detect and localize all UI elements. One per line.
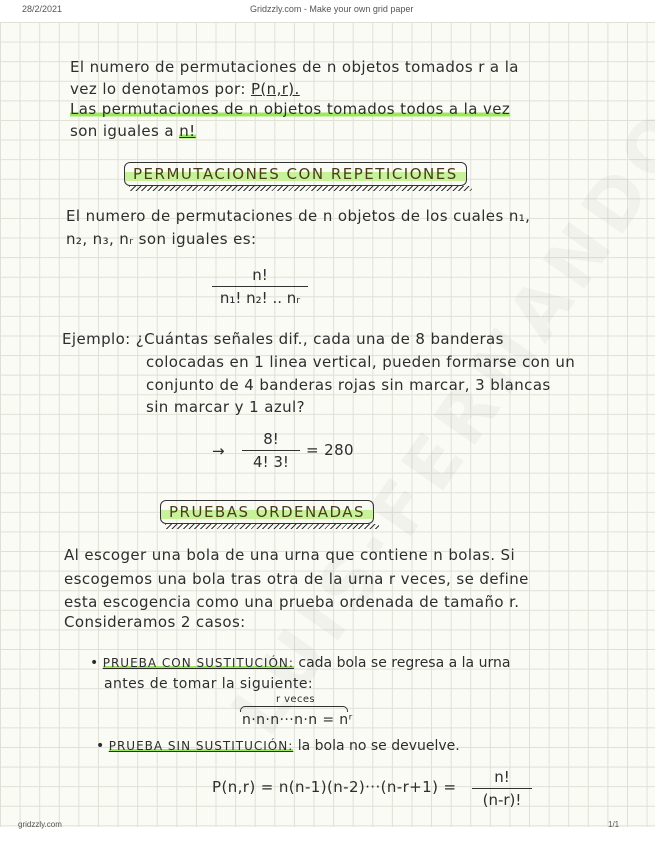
example-line-3: conjunto de 4 banderas rojas sin marcar, 3 blancas <box>146 376 551 394</box>
case-1-label: PRUEBA CON SUSTITUCIÓN: <box>102 656 294 670</box>
section2-line-1: Al escoger una bola de una urna que contiene n bolas. Si <box>64 546 516 564</box>
section1-line-1: El numero de permutaciones de n objetos de los cuales n₁, <box>66 207 531 225</box>
case-2 <box>96 738 460 754</box>
intro-line-4 <box>70 122 196 140</box>
section2-line-2: escogemos una bola tras otra de la urna r veces, se define <box>64 570 529 588</box>
formula-numerator: n! <box>212 266 308 287</box>
section-title-permutaciones: PERMUTACIONES CON REPETICIONES <box>124 162 467 186</box>
section-title-pruebas: PRUEBAS ORDENADAS <box>160 500 374 524</box>
formula-repetitions <box>212 266 308 307</box>
example-line-4: sin marcar y 1 azul? <box>146 398 305 416</box>
example-line-1: Ejemplo: ¿Cuántas señales dif., cada una de 8 banderas <box>62 330 504 348</box>
case-1-text: cada bola se regresa a la urna <box>293 655 511 671</box>
bullet-icon: • <box>90 655 99 671</box>
page-number: 1/1 <box>608 820 620 829</box>
section1-line-2: n₂, n₃, nᵣ son iguales es: <box>66 230 257 248</box>
example-numerator: 8! <box>242 430 300 451</box>
intro-line-3: Las permutaciones de n objetos tomados todos a la vez <box>70 100 511 118</box>
print-header: Gridzzly.com - Make your own grid paper <box>250 4 414 14</box>
case-1-overbrace-label: r veces <box>276 694 316 705</box>
case-2-text: la bola no se devuelve. <box>293 738 460 754</box>
intro-line-2-text: vez lo denotamos por: <box>70 80 251 98</box>
notation-pnr: P(n,r). <box>250 80 300 98</box>
example-fraction <box>242 430 300 471</box>
case-1-line-2: antes de tomar la siguiente: <box>104 676 313 692</box>
case-2-denominator: (n-r)! <box>482 791 522 809</box>
intro-line-1: El numero de permutaciones de n objetos tomados r a la <box>70 58 519 76</box>
example-result: = 280 <box>306 441 354 459</box>
case-2-numerator: n! <box>472 768 532 789</box>
case-2-label: PRUEBA SIN SUSTITUCIÓN: <box>108 739 294 753</box>
section2-line-3: esta escogencia como una prueba ordenada de tamaño r. <box>64 593 520 611</box>
example-line-2: colocadas en 1 linea vertical, pueden formarse con un <box>146 353 576 371</box>
section2-line-4: Consideramos 2 casos: <box>64 613 246 631</box>
bullet-icon: • <box>96 738 105 754</box>
example-denominator: 4! 3! <box>253 453 289 471</box>
formula-denominator: n₁! n₂! .. nᵣ <box>219 289 301 307</box>
print-date: 28/2/2021 <box>22 4 63 14</box>
case-2-fraction <box>472 768 532 809</box>
footer-site: gridzzly.com <box>18 820 62 829</box>
case-2-formula: P(n,r) = n(n-1)(n-2)···(n-r+1) = <box>212 778 457 796</box>
intro-line-2 <box>70 80 300 98</box>
case-1 <box>90 655 510 671</box>
notation-nfact: n! <box>179 122 196 140</box>
intro-line-4-text: son iguales a <box>70 122 180 140</box>
arrow-icon: → <box>212 442 225 460</box>
case-1-formula: n·n·n···n·n = nʳ <box>242 712 353 728</box>
